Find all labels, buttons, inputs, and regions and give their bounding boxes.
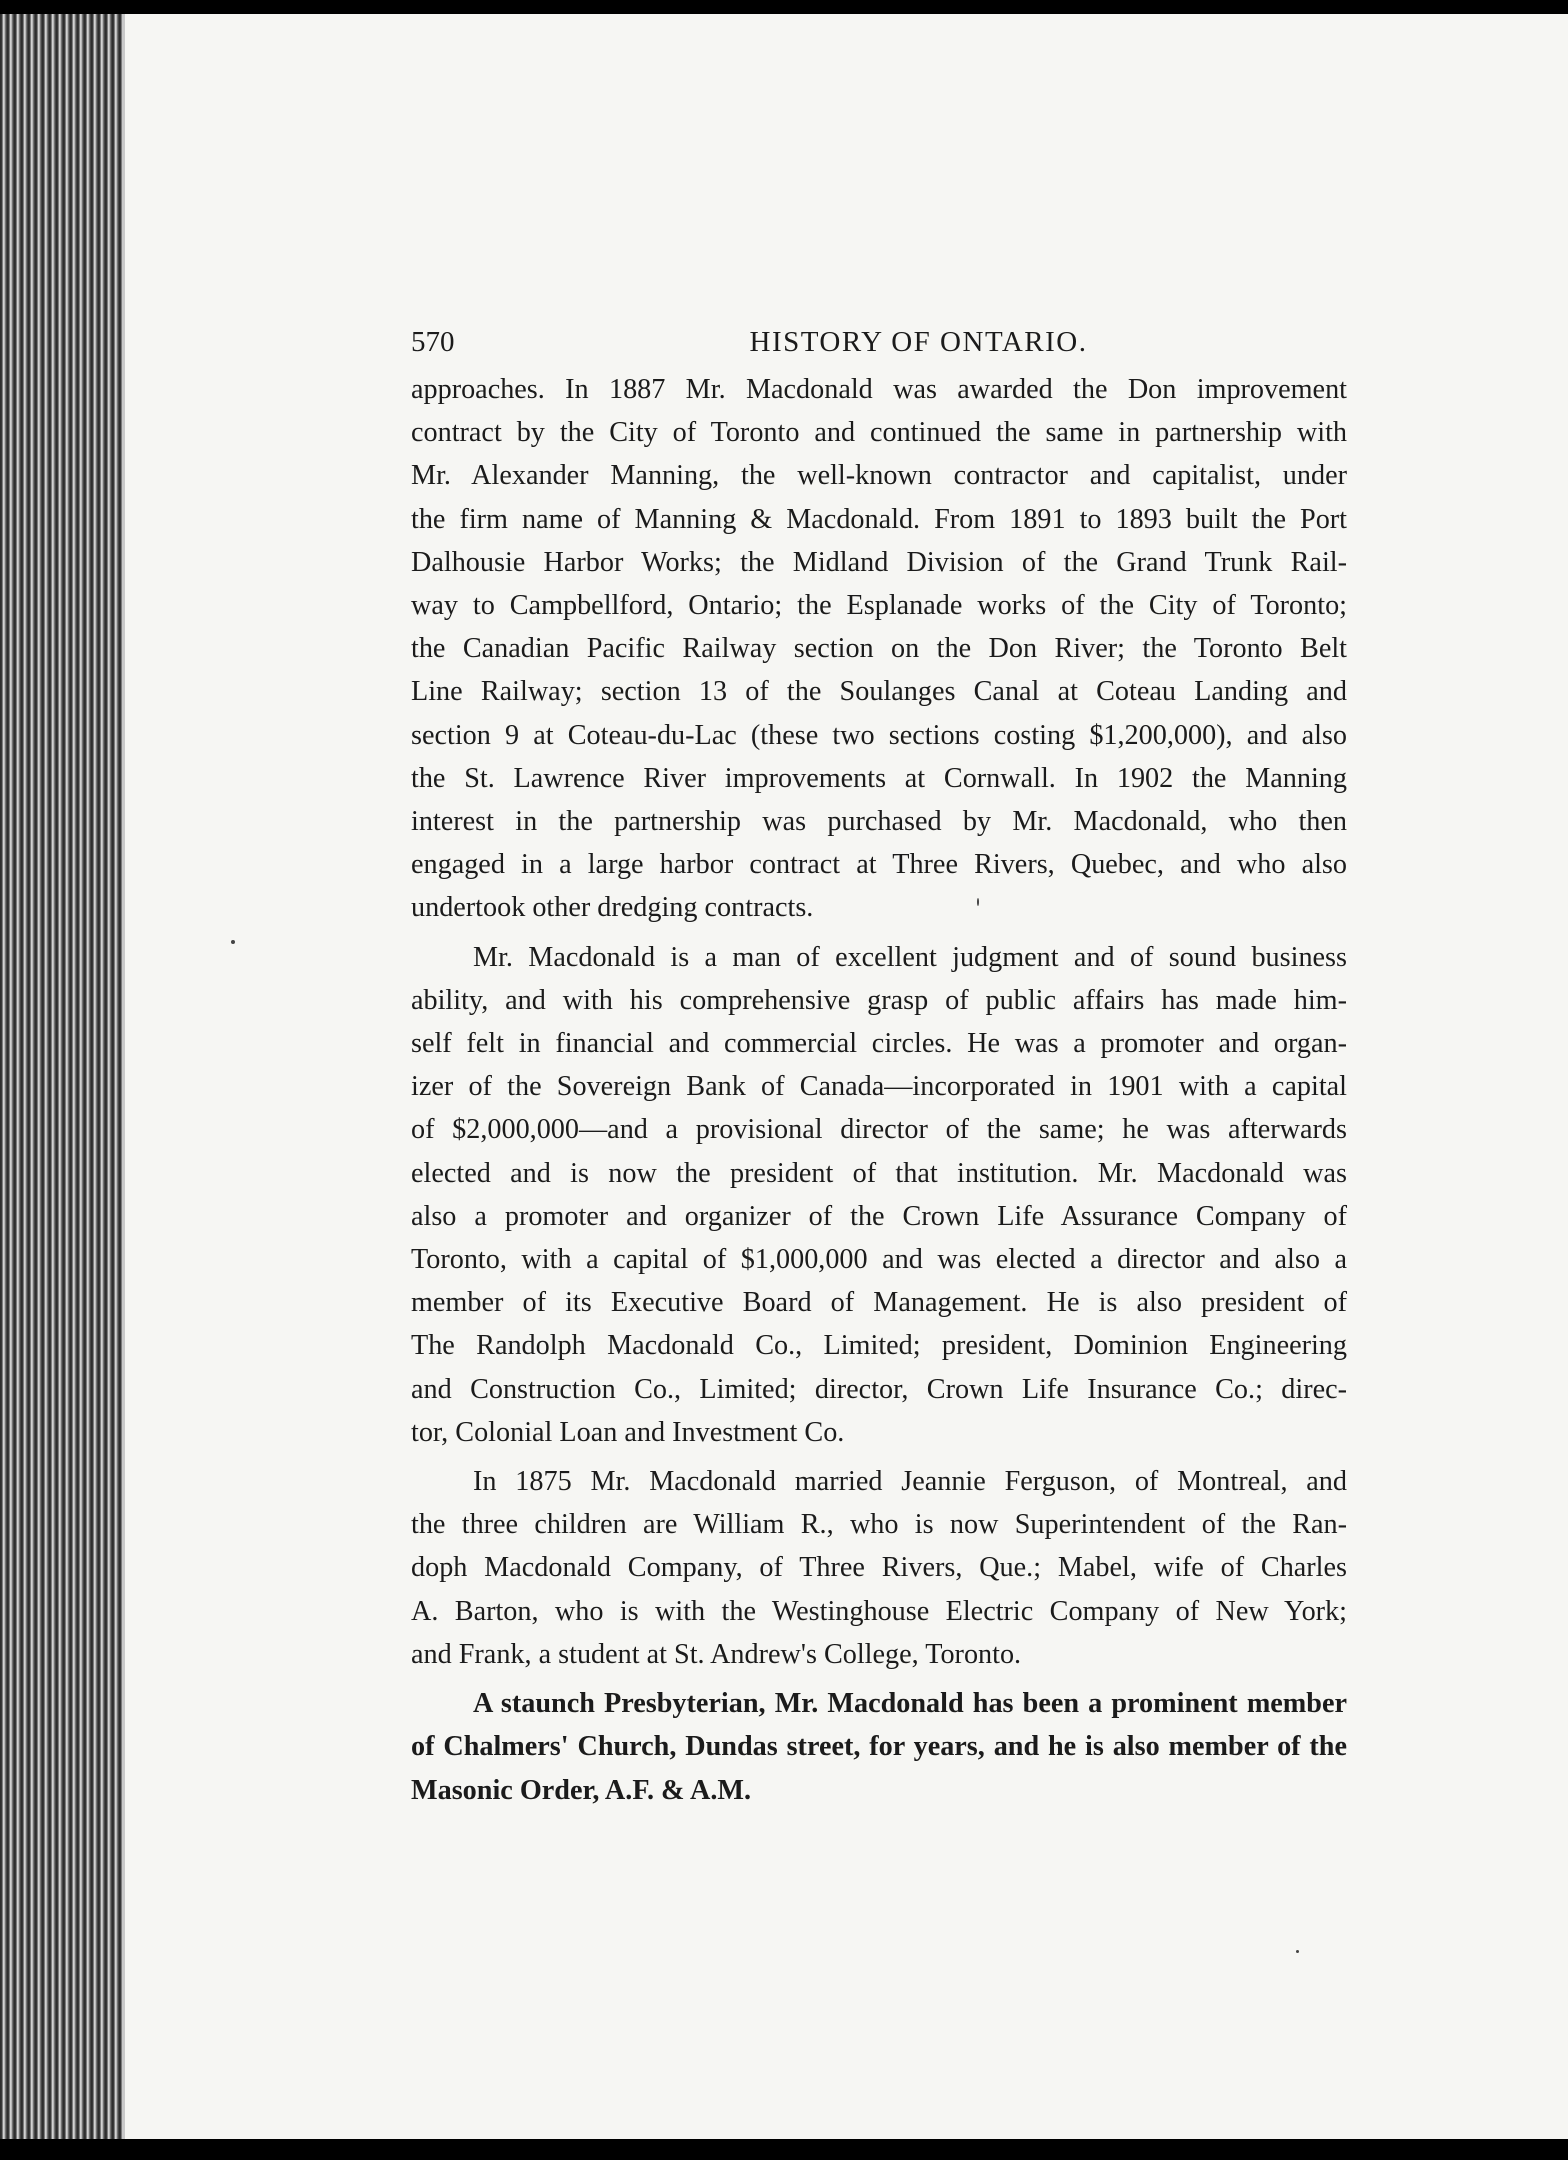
text-line: Masonic Order, A.F. & A.M. [411, 1774, 752, 1806]
text-line: contract by the City of Toronto and continued the same in partnership with [411, 417, 1347, 449]
text-line: doph Macdonald Company, of Three Rivers, Que.; Mabel, wife of Charles [411, 1552, 1347, 1584]
text-line: section 9 at Coteau-du-Lac (these two sections costing $1,200,000), and also [411, 719, 1347, 751]
text-line: of $2,000,000—and a provisional director of the same; he was afterwards [411, 1114, 1347, 1146]
text-line: undertook other dredging contracts. [411, 892, 814, 924]
text-line: and Frank, a student at St. Andrew's College, Toronto. [411, 1638, 1022, 1670]
page-edges [0, 14, 128, 2139]
page-header [411, 318, 1346, 364]
text-line: ability, and with his comprehensive grasp of public affairs has made him- [411, 984, 1347, 1016]
text-line: the three children are William R., who is now Superintendent of the Ran- [411, 1509, 1347, 1541]
text-line: Toronto, with a capital of $1,000,000 and was elected a director and also a [411, 1244, 1347, 1276]
text-line: Mr. Macdonald is a man of excellent judgment and of sound business [473, 941, 1347, 973]
scan-speck [1296, 1950, 1299, 1953]
text-line: Mr. Alexander Manning, the well-known contractor and capitalist, under [411, 460, 1347, 492]
text-line: The Randolph Macdonald Co., Limited; president, Dominion Engineering [411, 1330, 1347, 1362]
text-line: In 1875 Mr. Macdonald married Jeannie Ferguson, of Montreal, and [473, 1466, 1347, 1498]
text-line: also a promoter and organizer of the Crown Life Assurance Company of [411, 1200, 1347, 1232]
running-head: HISTORY OF ONTARIO. [749, 326, 1088, 358]
paragraph [411, 936, 1347, 1454]
text-line: way to Campbellford, Ontario; the Esplanade works of the City of Toronto; [411, 590, 1347, 622]
page-number: 570 [411, 326, 455, 358]
text-line: izer of the Sovereign Bank of Canada—incorporated in 1901 with a capital [411, 1071, 1347, 1103]
paragraph [411, 368, 1347, 930]
scan-speck [977, 898, 979, 906]
text-line: Dalhousie Harbor Works; the Midland Division of the Grand Trunk Rail- [411, 546, 1347, 578]
text-line: the St. Lawrence River improvements at Cornwall. In 1902 the Manning [411, 762, 1347, 794]
text-line: A staunch Presbyterian, Mr. Macdonald has been a prominent member [473, 1688, 1347, 1720]
text-line: Line Railway; section 13 of the Soulanges Canal at Coteau Landing and [411, 676, 1347, 708]
text-line: self felt in financial and commercial circles. He was a promoter and organ- [411, 1028, 1347, 1060]
text-line: interest in the partnership was purchased by Mr. Macdonald, who then [411, 806, 1347, 838]
text-line: tor, Colonial Loan and Investment Co. [411, 1416, 845, 1448]
text-line: approaches. In 1887 Mr. Macdonald was awarded the Don improvement [411, 374, 1347, 405]
paragraph [411, 1682, 1347, 1812]
scan-speck [231, 940, 235, 944]
text-line: member of its Executive Board of Management. He is also president of [411, 1287, 1347, 1319]
text-line: A. Barton, who is with the Westinghouse Electric Company of New York; [411, 1595, 1347, 1627]
text-line: the firm name of Manning & Macdonald. From 1891 to 1893 built the Port [411, 503, 1347, 535]
text-line: and Construction Co., Limited; director, Crown Life Insurance Co.; direc- [411, 1373, 1347, 1405]
text-line: of Chalmers' Church, Dundas street, for years, and he is also member of the [411, 1731, 1347, 1763]
text-line: engaged in a large harbor contract at Three Rivers, Quebec, and who also [411, 849, 1347, 881]
text-line: elected and is now the president of that institution. Mr. Macdonald was [411, 1157, 1347, 1189]
paragraph [411, 1460, 1347, 1676]
body-text [411, 368, 1347, 1818]
text-line: the Canadian Pacific Railway section on the Don River; the Toronto Belt [411, 633, 1347, 665]
